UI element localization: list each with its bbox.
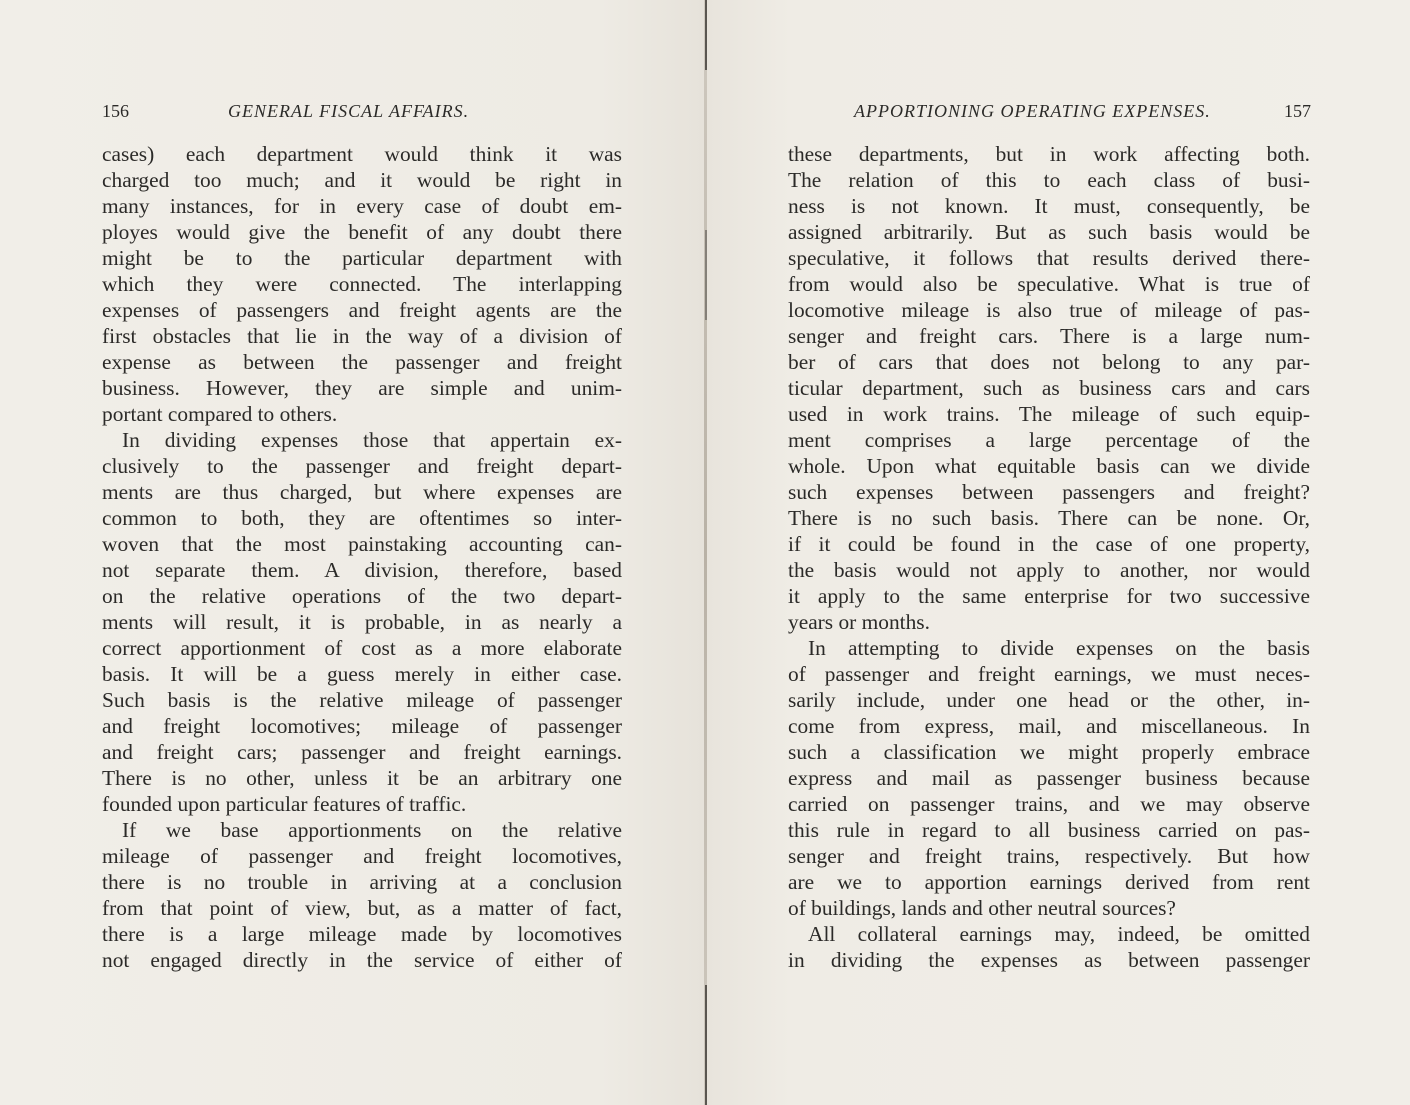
left-text-line: and freight locomotives; mileage of passenger [102,714,622,738]
right-text-line: senger and freight trains, respectively. But how [788,844,1310,868]
left-text-line: In dividing expenses those that appertain ex- [122,428,622,452]
left-text-line: there is a large mileage made by locomotives [102,922,622,946]
right-text-line: whole. Upon what equitable basis can we divide [788,454,1310,478]
left-page-body [102,141,622,973]
gutter-shadow-middle [705,230,707,320]
right-text-line: from would also be speculative. What is true of [788,272,1310,296]
left-text-line: clusively to the passenger and freight depart- [102,454,622,478]
left-text-line: charged too much; and it would be right in [102,168,622,192]
left-text-line: woven that the most painstaking accounting can- [102,532,622,556]
left-text-line: not engaged directly in the service of either of [102,948,622,972]
right-text-line: express and mail as passenger business because [788,766,1310,790]
right-text-line: these departments, but in work affecting both. [788,142,1310,166]
right-text-line: ment comprises a large percentage of the [788,428,1310,452]
left-text-line: on the relative operations of the two depart- [102,584,622,608]
right-text-line: in dividing the expenses as between passenger [788,948,1310,972]
left-text-line: business. However, they are simple and unim- [102,376,622,400]
right-text-line: such expenses between passengers and freight? [788,480,1310,504]
left-text-line: founded upon particular features of traffic. [102,792,467,816]
left-text-line: There is no other, unless it be an arbitrary one [102,766,622,790]
left-running-head [102,98,622,124]
left-text-line: ployes would give the benefit of any doubt there [102,220,622,244]
right-text-line: are we to apportion earnings derived from rent [788,870,1310,894]
left-running-title: GENERAL FISCAL AFFAIRS. [228,101,470,121]
left-text-line: basis. It will be a guess merely in either case. [102,662,622,686]
right-text-line: In attempting to divide expenses on the basis [808,636,1310,660]
right-text-line: locomotive mileage is also true of mileage of pas- [788,298,1310,322]
left-text-line: there is no trouble in arriving at a conclusion [102,870,622,894]
left-text-line: If we base apportionments on the relative [122,818,622,842]
gutter-shadow-bottom [705,985,707,1105]
right-page-number: 157 [1284,101,1311,121]
left-text-line: which they were connected. The interlapping [102,272,622,296]
right-text-line: ness is not known. It must, consequently, be [788,194,1310,218]
right-text-line: ticular department, such as business cars and cars [788,376,1310,400]
right-running-title: APPORTIONING OPERATING EXPENSES. [854,101,1211,121]
left-text-line: and freight cars; passenger and freight earnings. [102,740,622,764]
left-text-line: ments will result, it is probable, in as nearly a [102,610,622,634]
right-text-line: assigned arbitrarily. But as such basis would be [788,220,1310,244]
left-text-line: mileage of passenger and freight locomotives, [102,844,622,868]
right-text-line: the basis would not apply to another, nor would [788,558,1310,582]
left-text-line: cases) each department would think it was [102,142,622,166]
right-page [706,0,1410,1105]
right-text-line: senger and freight cars. There is a large num- [788,324,1310,348]
book-gutter [704,0,707,1105]
right-running-head [786,98,1311,124]
left-text-line: correct apportionment of cost as a more elaborate [102,636,622,660]
left-text-line: portant compared to others. [102,402,338,426]
left-text-line: expense as between the passenger and freight [102,350,622,374]
right-text-line: speculative, it follows that results derived there- [788,246,1310,270]
right-text-line: of buildings, lands and other neutral sources? [788,896,1176,920]
left-text-line: ments are thus charged, but where expenses are [102,480,622,504]
right-text-line: years or months. [788,610,930,634]
left-text-line: many instances, for in every case of doubt em- [102,194,622,218]
right-text-line: this rule in regard to all business carried on pas- [788,818,1310,842]
right-text-line: ber of cars that does not belong to any par- [788,350,1310,374]
right-text-line: of passenger and freight earnings, we must neces- [788,662,1310,686]
right-text-line: sarily include, under one head or the other, in- [788,688,1310,712]
left-text-line: first obstacles that lie in the way of a division of [102,324,622,348]
right-text-line: it apply to the same enterprise for two successive [788,584,1310,608]
right-page-body [788,141,1310,973]
right-text-line: There is no such basis. There can be none. Or, [788,506,1310,530]
right-text-line: if it could be found in the case of one property, [788,532,1310,556]
left-text-line: from that point of view, but, as a matter of fact, [102,896,622,920]
right-text-line: The relation of this to each class of busi- [788,168,1310,192]
gutter-shadow-top [705,0,707,70]
left-page-number: 156 [102,101,129,121]
left-text-line: might be to the particular department with [102,246,622,270]
left-text-line: Such basis is the relative mileage of passenger [102,688,622,712]
left-text-line: common to both, they are oftentimes so inter- [102,506,622,530]
left-text-line: not separate them. A division, therefore, based [102,558,622,582]
right-text-line: carried on passenger trains, and we may observe [788,792,1310,816]
left-text-line: expenses of passengers and freight agents are the [102,298,622,322]
right-text-line: come from express, mail, and miscellaneous. In [788,714,1310,738]
right-text-line: All collateral earnings may, indeed, be omitted [808,922,1310,946]
right-text-line: such a classification we might properly embrace [788,740,1310,764]
right-text-line: used in work trains. The mileage of such equip- [788,402,1310,426]
